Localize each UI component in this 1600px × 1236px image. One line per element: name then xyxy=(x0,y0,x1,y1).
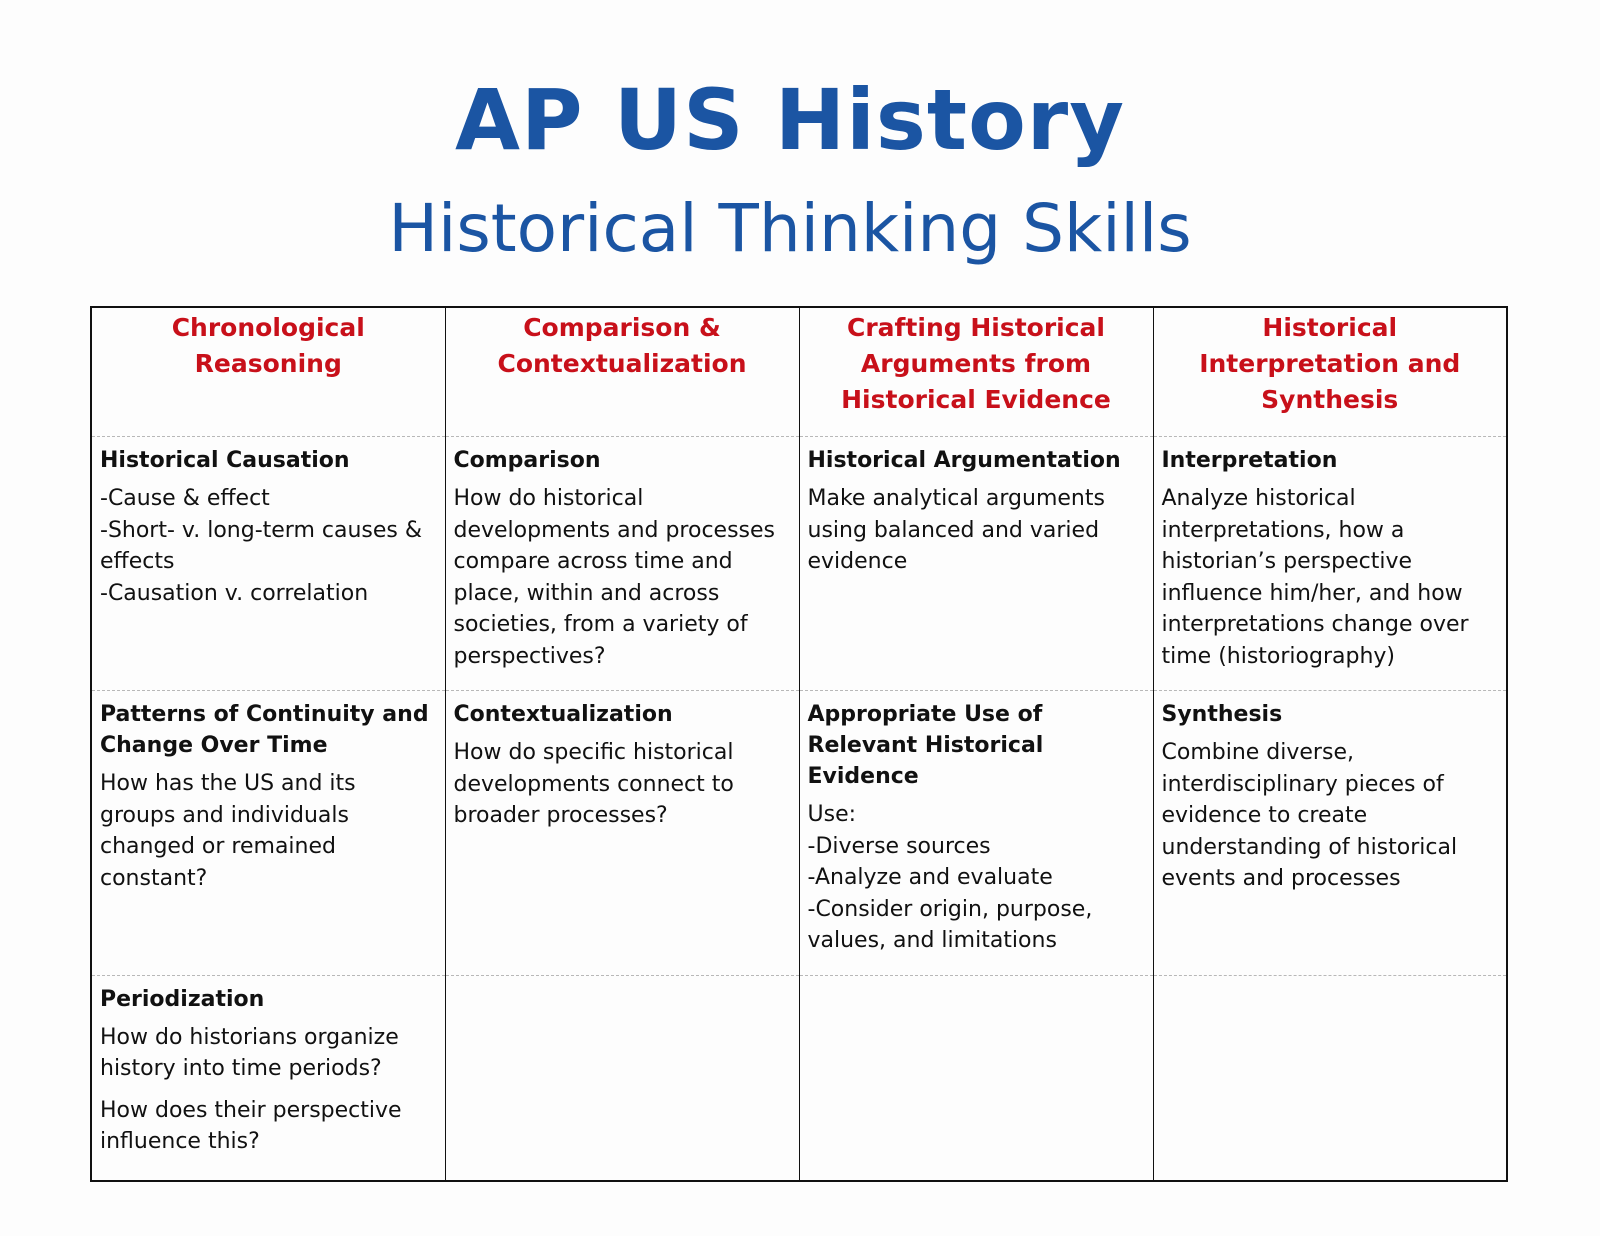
skill-bullet: -Short- v. long-term causes & effects xyxy=(100,517,422,574)
skill-bullet: -Consider origin, purpose, values, and limitations xyxy=(807,896,1093,953)
empty-cell xyxy=(799,975,1153,1181)
header-row xyxy=(91,307,1507,437)
skill-bullet: Use: xyxy=(807,802,857,827)
skill-description: How do historians organize history into time periods? xyxy=(100,1024,399,1081)
skill-heading: Patterns of Continuity and Change Over Time xyxy=(100,702,429,758)
skill-description xyxy=(100,483,437,609)
skill-description: Make analytical arguments using balanced and varied evidence xyxy=(807,486,1105,574)
empty-cell xyxy=(445,975,799,1181)
skill-cell xyxy=(91,437,445,691)
skill-description: How has the US and its groups and individuals changed or remained constant? xyxy=(100,771,356,891)
skills-table xyxy=(90,306,1508,1182)
column-header-interpretation-synthesis: Historical Interpretation and Synthesis xyxy=(1153,307,1507,437)
skill-description: Combine diverse, interdisciplinary pieces of evidence to create understanding of historical events and processes xyxy=(1161,740,1458,891)
skill-heading: Synthesis xyxy=(1161,702,1283,727)
skill-cell xyxy=(445,691,799,976)
skill-cell xyxy=(91,691,445,976)
skill-heading: Comparison xyxy=(453,448,601,473)
skill-description xyxy=(808,799,1145,957)
skill-bullet: -Analyze and evaluate xyxy=(807,865,1053,890)
skill-cell xyxy=(1153,437,1507,691)
table-row xyxy=(91,975,1507,1181)
skill-description: How do specific historical developments connect to broader processes? xyxy=(453,740,734,828)
skill-heading: Historical Causation xyxy=(100,448,350,473)
skill-heading: Historical Argumentation xyxy=(807,448,1121,473)
column-header-crafting-arguments: Crafting Historical Arguments from Historical Evidence xyxy=(799,307,1153,437)
table-row xyxy=(91,437,1507,691)
skill-bullet: -Diverse sources xyxy=(807,833,991,859)
column-header-chronological-reasoning: Chronological Reasoning xyxy=(91,307,445,437)
empty-cell xyxy=(1153,975,1507,1181)
column-header-comparison-contextualization: Comparison & Contextualization xyxy=(445,307,799,437)
skill-heading: Interpretation xyxy=(1161,448,1338,473)
page-title: AP US History xyxy=(455,71,1125,169)
skill-description: How does their perspective influence this? xyxy=(100,1097,402,1154)
skill-bullet: -Cause & effect xyxy=(100,486,270,511)
skill-heading: Periodization xyxy=(100,986,265,1012)
skill-cell xyxy=(799,437,1153,691)
skill-cell xyxy=(445,437,799,691)
table-row xyxy=(91,691,1507,976)
skill-cell xyxy=(91,975,445,1181)
skill-heading: Contextualization xyxy=(453,702,673,727)
skill-description: Analyze historical interpretations, how a historian’s perspective influence him/her, and how interpretations change over time (historiography) xyxy=(1161,486,1469,669)
skill-cell xyxy=(1153,691,1507,976)
skill-bullet: -Causation v. correlation xyxy=(100,580,369,606)
skill-description: How do historical developments and processes compare across time and place, within and across societies, from a variety of perspectives? xyxy=(453,486,776,669)
skill-heading: Appropriate Use of Relevant Historical Evidence xyxy=(807,702,1044,789)
page-subtitle: Historical Thinking Skills xyxy=(388,190,1192,267)
skill-cell xyxy=(799,691,1153,976)
